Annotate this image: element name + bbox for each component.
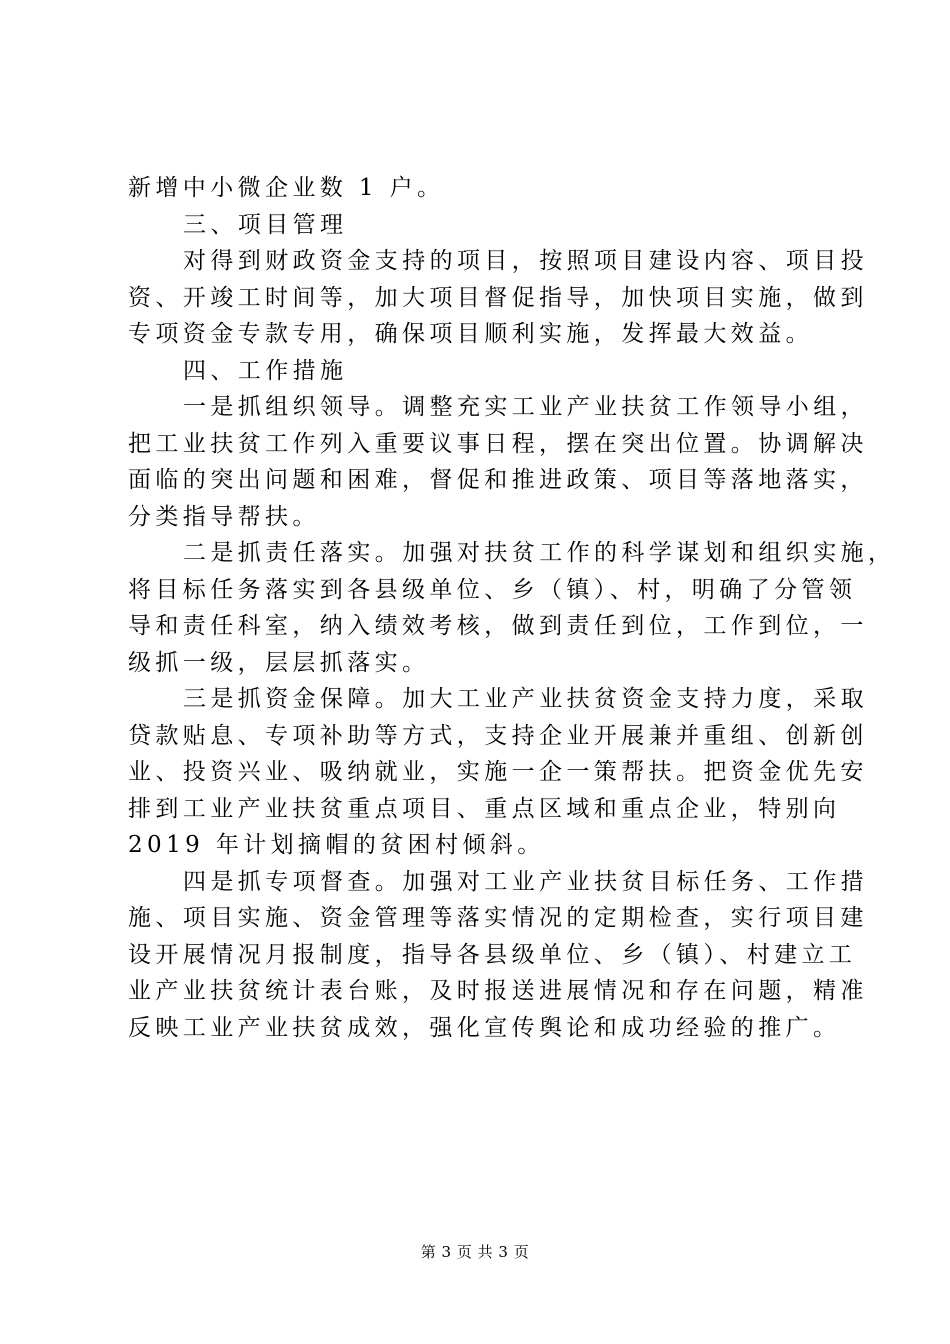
text-line-13: 导和责任科室，纳入绩效考核，做到责任到位，工作到位，一 <box>128 613 868 639</box>
text-line-18: 排到工业产业扶贫重点项目、重点区域和重点企业，特别向 <box>128 795 841 822</box>
text-line-24: 反映工业产业扶贫成效，强化宣传舆论和成功经验的推广。 <box>128 1014 841 1041</box>
document-body <box>128 170 896 1046</box>
text-line-20: 四是抓专项督查。加强对工业产业扶贫目标任务、工作措 <box>183 868 868 895</box>
text-line-12: 将目标任务落实到各县级单位、乡（镇）、村，明确了分管领 <box>128 576 857 603</box>
text-line-04: 资、开竣工时间等，加大项目督促指导，加快项目实施，做到 <box>128 284 868 311</box>
text-line-22: 设开展情况月报制度，指导各县级单位、乡（镇）、村建立工 <box>128 941 857 968</box>
text-line-17: 业、投资兴业、吸纳就业，实施一企一策帮扶。把资金优先安 <box>128 759 868 785</box>
text-line-23: 业产业扶贫统计表台账，及时报送进展情况和存在问题，精准 <box>128 978 868 1004</box>
text-line-05: 专项资金专款专用，确保项目顺利实施，发挥最大效益。 <box>128 321 813 347</box>
text-line-15: 三是抓资金保障。加大工业产业扶贫资金支持力度，采取 <box>183 686 868 712</box>
page-footer <box>0 1242 950 1262</box>
text-line-07: 一是抓组织领导。调整充实工业产业扶贫工作领导小组， <box>183 394 868 420</box>
text-line-09: 面临的突出问题和困难，督促和推进政策、项目等落地落实， <box>128 467 868 493</box>
section-heading-project-management: 三、项目管理 <box>183 211 348 238</box>
section-heading-work-measures: 四、工作措施 <box>183 357 348 384</box>
text-line-14: 级抓一级，层层抓落实。 <box>128 649 430 676</box>
text-line-19: 2019 年计划摘帽的贫困村倾斜。 <box>128 832 545 858</box>
text-line-11: 二是抓责任落实。加强对扶贫工作的科学谋划和组织实施， <box>183 540 896 566</box>
text-line-10: 分类指导帮扶。 <box>128 503 320 530</box>
page-number-label: 第 3 页 共 3 页 <box>420 1243 530 1261</box>
text-line-16: 贷款贴息、专项补助等方式，支持企业开展兼并重组、创新创 <box>128 722 868 749</box>
text-line-21: 施、项目实施、资金管理等落实情况的定期检查，实行项目建 <box>128 905 868 931</box>
text-line-08: 把工业扶贫工作列入重要议事日程，摆在突出位置。协调解决 <box>128 430 868 457</box>
text-line-03: 对得到财政资金支持的项目，按照项目建设内容、项目投 <box>183 248 868 274</box>
text-line-01: 新增中小微企业数 1 户。 <box>128 175 445 201</box>
